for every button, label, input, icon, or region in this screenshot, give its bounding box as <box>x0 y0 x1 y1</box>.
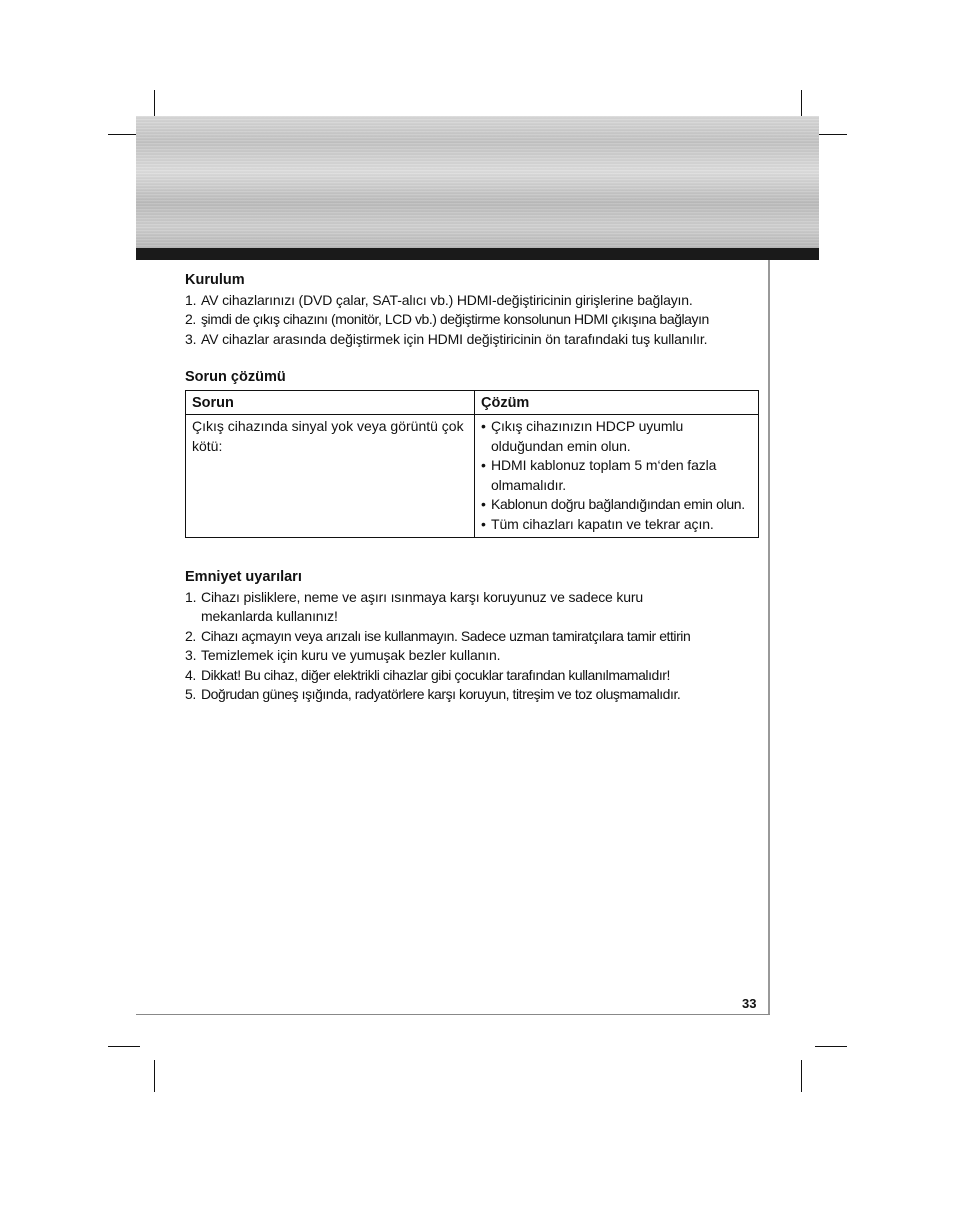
table-row <box>186 415 759 538</box>
brushed-metal-banner <box>136 116 819 248</box>
list-item: • HDMI kablonuz toplam 5 m‘den fazla olmamalıdır. <box>481 457 717 493</box>
crop-mark <box>154 1060 155 1092</box>
troubleshooting-table <box>185 390 759 539</box>
list-item: 3. AV cihazlar arasında değiştirmek için HDMI değiştiricinin ön tarafındaki tuş kullanılır. <box>185 330 708 347</box>
installation-section <box>185 271 760 349</box>
troubleshooting-heading: Sorun çözümü <box>185 369 286 385</box>
solution-list <box>481 417 752 534</box>
page-content <box>185 271 760 705</box>
column-header-problem: Sorun <box>186 390 475 415</box>
list-item: • Çıkış cihazınızın HDCP uyumlu olduğundan emin olun. <box>481 418 684 454</box>
crop-mark <box>801 1060 802 1092</box>
list-item: 5. Doğrudan güneş ışığında, radyatörlere karşı koruyun, titreşim ve toz oluşmamalıdır. <box>185 686 681 702</box>
table-header-row <box>186 390 759 415</box>
list-item: 1. Cihazı pisliklere, neme ve aşırı ısınmaya karşı koruyunuz ve sadece kuru mekanlarda kullanınız! <box>185 588 644 624</box>
troubleshooting-section <box>185 368 760 538</box>
list-item: 2. Cihazı açmayın veya arızalı ise kullanmayın. Sadece uzman tamiratçılara tamir ettirin <box>185 627 691 644</box>
crop-mark <box>108 1046 140 1047</box>
list-item: 3. Temizlemek için kuru ve yumuşak bezler kullanın. <box>185 647 501 663</box>
column-header-solution: Çözüm <box>475 390 759 415</box>
solution-cell <box>475 415 759 538</box>
installation-list <box>185 291 760 350</box>
list-item: 4. Dikkat! Bu cihaz, diğer elektrikli cihazlar gibi çocuklar tarafından kullanılmamalıdır! <box>185 666 670 683</box>
list-item: 2. şimdi de çıkış cihazını (monitör, LCD vb.) değiştirme konsolunun HDMI çıkışına bağlayın <box>185 311 709 327</box>
crop-mark <box>815 134 847 135</box>
installation-heading: Kurulum <box>185 272 245 288</box>
list-item: • Tüm cihazları kapatın ve tekrar açın. <box>481 515 714 532</box>
safety-heading: Emniyet uyarıları <box>185 569 302 585</box>
banner-bar <box>136 248 819 260</box>
safety-list <box>185 588 760 705</box>
page-frame-right <box>768 260 770 1015</box>
safety-section <box>185 568 760 705</box>
list-item: • Kablonun doğru bağlandığından emin olun. <box>481 496 745 512</box>
page-number: 33 <box>742 996 757 1011</box>
crop-mark <box>815 1046 847 1047</box>
list-item: 1. AV cihazlarınızı (DVD çalar, SAT-alıcı vb.) HDMI-değiştiricinin girişlerine bağlayın. <box>185 291 693 308</box>
page-frame-bottom <box>136 1014 770 1015</box>
problem-cell: Çıkış cihazında sinyal yok veya görüntü çok kötü: <box>186 415 475 538</box>
